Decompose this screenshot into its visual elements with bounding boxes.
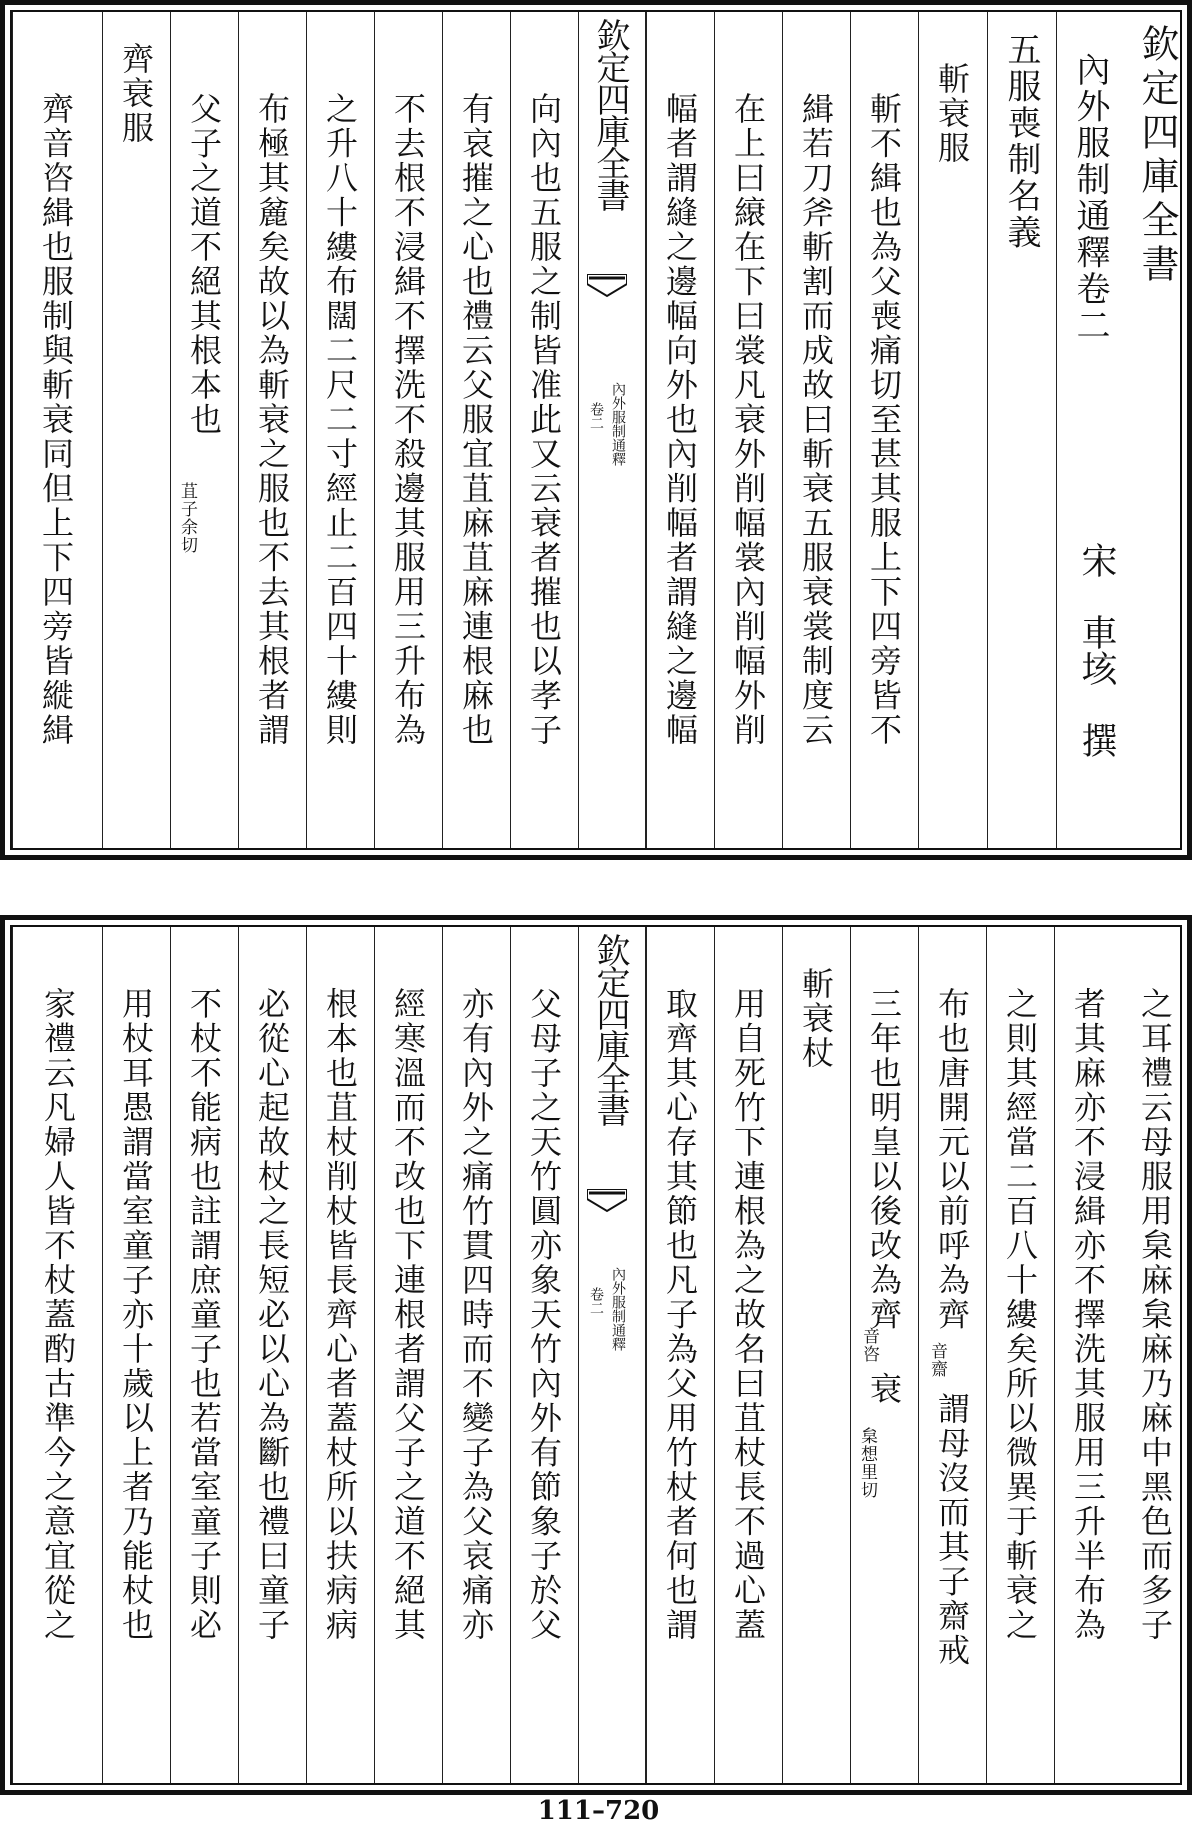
spine-juan: 卷二 [588,402,604,430]
text-line: 緝若刀斧斬割而成故曰斬衰五服衰裳制度云 [797,92,835,748]
text-column [170,927,238,1783]
text-line: 向內也五服之制皆准此又云衰者摧也以孝子 [525,92,563,748]
text-column [714,12,782,848]
spine-subtitle: 內外服制通釋 [610,1267,626,1351]
text-line: 家禮云凡婦人皆不杖蓋酌古準今之意宜從之 [39,987,77,1643]
text-line: 布極其麄矣故以為斬衰之服也不去其根者謂 [253,92,291,748]
page-number: 111–720 [537,1796,660,1826]
section-title-column [987,12,1056,848]
text-column [12,12,102,848]
text-line: 三年也明皇以後改為齊 [865,987,903,1332]
section-title: 五服喪制名義 [1001,32,1041,251]
text-line: 者其麻亦不浸緝亦不擇洗其服用三升半布為 [1069,987,1107,1643]
heading-zhan-column [918,12,987,848]
center-spine [578,927,646,1783]
text-column [306,927,374,1783]
text-line: 斬不緝也為父喪痛切至甚其服上下四旁皆不 [865,92,903,748]
text-line: 根本也苴杖削杖皆長齊心者蓋杖所以扶病病 [321,987,359,1643]
text-line: 父母子之天竹圓亦象天竹內外有節象子於父 [525,987,563,1643]
text-column [850,12,918,848]
text-column [102,927,170,1783]
text-column [646,12,714,848]
text-column [442,12,510,848]
text-column [12,927,102,1783]
text-line: 取齊其心存其節也凡子為父用竹杖者何也謂 [661,987,699,1643]
spine-juan: 卷二 [588,1287,604,1315]
text-line: 不去根不浸緝不擇洗不殺邊其服用三升布為 [389,92,427,748]
annotation-note: 枲想里切 [857,1427,877,1499]
text-line: 之升八十縷布闊二尺二寸經止二百四十縷則 [321,92,359,748]
text-column [986,927,1054,1783]
text-column [714,927,782,1783]
text-column [510,12,578,848]
text-line: 亦有內外之痛竹貫四時而不變子為父哀痛亦 [457,987,495,1643]
spine-title: 欽定四庫全書 [590,18,630,210]
text-line: 之耳禮云母服用枲麻枲麻乃麻中黑色而多子 [1136,987,1174,1643]
text-line: 經寒溫而不改也下連根者謂父子之道不絕其 [389,987,427,1643]
spine-title: 欽定四庫全書 [590,933,630,1125]
text-line: 用自死竹下連根為之故名曰苴杖長不過心蓋 [729,987,767,1643]
bottom-page-frame [10,925,1182,1785]
text-line: 在上曰縗在下曰裳凡衰外削幅裳內削幅外削 [729,92,767,748]
book-header: 欽定四庫全書 [1135,24,1179,288]
heading-zhang-column [782,927,850,1783]
text-column [646,927,714,1783]
text-line: 謂母沒而其子齋戒 [933,1392,971,1668]
text-line: 衰 [865,1372,903,1407]
text-column [918,927,986,1783]
annotation-note: 苴子余切 [177,482,197,554]
annotation-note: 音咨 [859,1327,879,1363]
heading-zishuai-fu: 齊衰服 [117,42,155,146]
heading-zhanshuai-zhang: 斬衰杖 [797,967,835,1071]
text-column [238,927,306,1783]
text-line: 幅者謂縫之邊幅向外也內削幅者謂縫之邊幅 [661,92,699,748]
fish-tail-mark-icon [587,274,627,302]
text-column [1122,927,1190,1783]
text-line: 有哀摧之心也禮云父服宜苴麻苴麻連根麻也 [457,92,495,748]
text-line: 用杖耳愚謂當室童子亦十歲以上者乃能杖也 [117,987,155,1643]
annotation-note: 音齋 [927,1342,947,1378]
text-line: 齊音咨緝也服制與斬衰同但上下四旁皆縰緝 [37,92,75,748]
text-column [1054,927,1122,1783]
text-line: 不杖不能病也註謂庶童子也若當室童子則必 [185,987,223,1643]
text-line: 必從心起故杖之長短必以心為斷也禮曰童子 [253,987,291,1643]
text-line: 之則其經當二百八十縷矣所以微異于斬衰之 [1001,987,1039,1643]
text-column [374,927,442,1783]
text-line: 布也唐開元以前呼為齊 [933,987,971,1332]
center-spine [578,12,646,848]
text-column [782,12,850,848]
text-column [374,12,442,848]
top-page-frame [10,10,1182,850]
fish-tail-mark-icon [587,1189,627,1217]
header-column [1124,12,1190,848]
text-column [442,927,510,1783]
heading-zi-column [102,12,170,848]
text-column [850,927,918,1783]
bottom-page [0,915,1192,1795]
text-column [306,12,374,848]
text-column [510,927,578,1783]
text-column [170,12,238,848]
text-line: 父子之道不絕其根本也 [185,92,223,437]
text-column [238,12,306,848]
author-line: 宋 車垓 撰 [1076,542,1117,758]
title-column [1056,12,1124,848]
spine-subtitle: 內外服制通釋 [610,382,626,466]
top-page [0,0,1192,860]
heading-zhanshuai-fu: 斬衰服 [933,62,971,166]
book-title: 內外服制通釋卷二 [1070,52,1110,344]
